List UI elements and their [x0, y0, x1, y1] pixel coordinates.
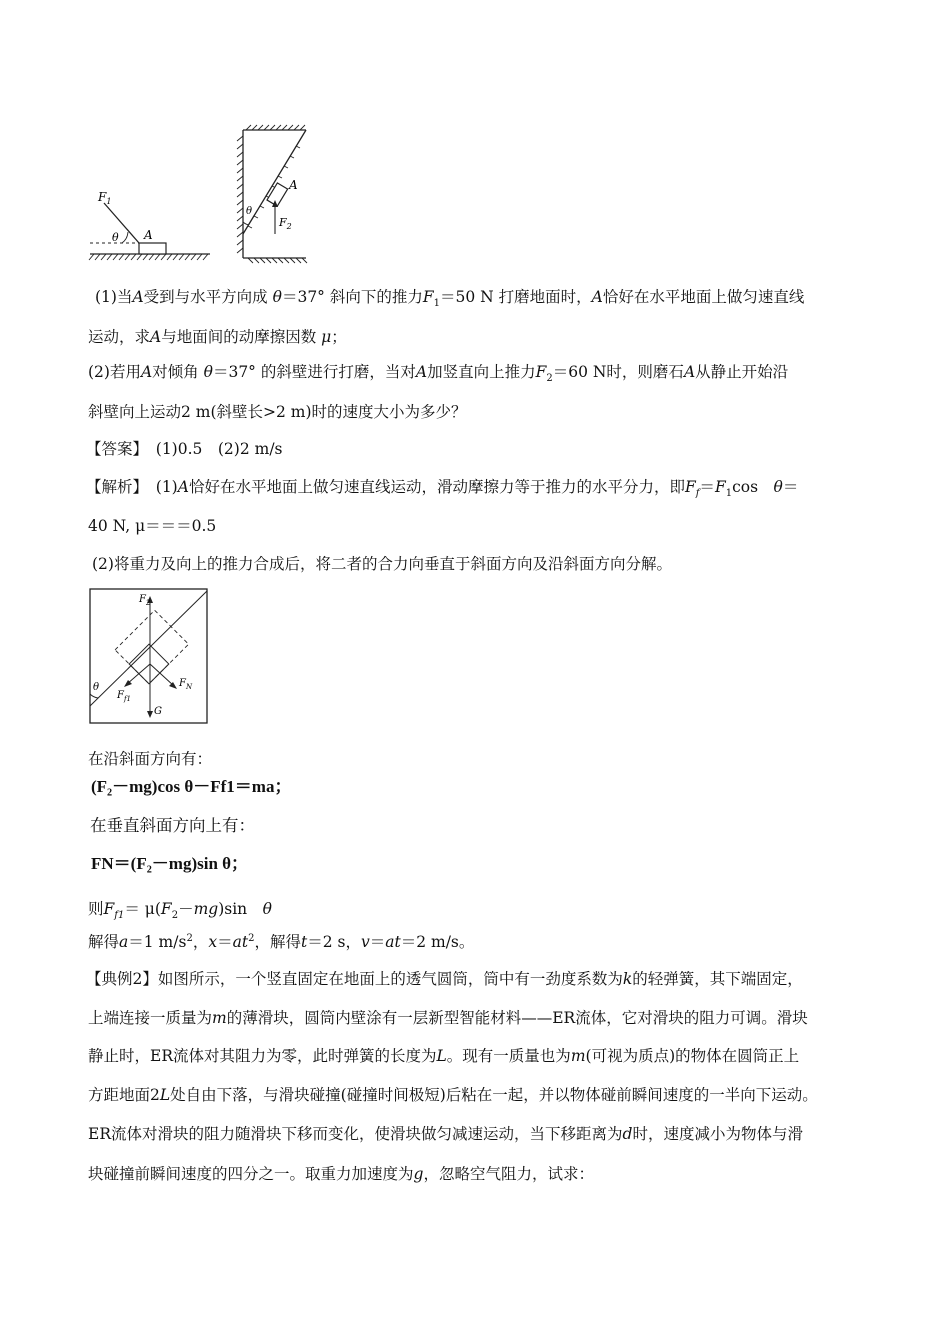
analysis-label: 【解析】: [86, 478, 141, 496]
answer-text: (1)0.5 (2)2 m/s: [140, 440, 283, 458]
example-2-line-5: ER流体对滑块的阻力随滑块下移而变化，使滑块做匀减速运动，当下移距离为d时，速度减小为物体与滑: [88, 1125, 803, 1143]
svg-text:F2: [278, 216, 292, 231]
question-2-line-1: (2)若用A对倾角 θ＝37° 的斜壁进行打磨，当对A加竖直向上推力$F_2=60$ N时，则磨石A从静止开始沿: [88, 363, 789, 385]
analysis-line-1: 【解析】 (1)A恰好在水平地面上做匀速直线运动，滑动摩擦力等于推力的水平分力，即$F_f=F_1\cos$ θ＝: [86, 478, 799, 500]
theta-label: θ: [93, 682, 100, 693]
example-2-label: 【典例2】: [86, 970, 158, 988]
solution-line: 解得a＝1 $m/s^2$，$x=at^2$，解得t＝2 s，v＝at＝2 m/s。: [88, 932, 475, 951]
f1-label: F: [98, 190, 107, 204]
perpendicular-label: 在垂直斜面方向上有：: [90, 816, 255, 835]
along-incline-label: 在沿斜面方向有：: [88, 750, 213, 768]
figure-ground-push: [88, 180, 218, 266]
fn-sub: N: [185, 683, 193, 691]
analysis-line-3: (2)将重力及向上的推力合成后，将二者的合力向垂直于斜面方向及沿斜面方向分解。: [92, 555, 672, 573]
figure-force-decomposition: [89, 588, 209, 725]
svg-text:F1: [97, 190, 111, 206]
analysis-line-2: 40 N, μ＝＝＝0.5: [88, 517, 217, 535]
answer-label: 【答案】: [86, 440, 141, 458]
question-1-line-1: (1)当A受到与水平方向成 θ＝37° 斜向下的推力$F_1=50$ N 打磨地面时，A恰好在水平地面上做匀速直线: [95, 288, 805, 310]
theta-label: θ: [246, 206, 253, 217]
ff-label: F: [117, 690, 124, 701]
question-1-line-2: 运动，求A与地面间的动摩擦因数 μ；: [88, 328, 347, 346]
example-2-line-4: 方距地面2L处自由下落，与滑块碰撞(碰撞时间极短)后粘在一起，并以物体碰前瞬间速度的一半向下运动。: [88, 1086, 818, 1104]
f2-sub: 2: [286, 222, 292, 231]
example-2-line-3: 静止时，ER流体对其阻力为零，此时弹簧的长度为L。现有一质量也为m(可视为质点)的物体在圆筒正上: [88, 1047, 800, 1065]
equation-perpendicular: FN＝(F₂－mg)sin θ；: [91, 854, 249, 873]
f2-sub: 2: [145, 599, 151, 607]
example-2-line-6: 块碰撞前瞬间速度的四分之一。取重力加速度为g，忽略空气阻力，试求：: [88, 1165, 594, 1183]
example-2-line-1: 【典例2】如图所示，一个竖直固定在地面上的透气圆筒，筒中有一劲度系数为k的轻弹簧，其下端固定，: [86, 970, 803, 988]
friction-expression: 则$F_{f1}= \mu(F_2-mg)\sin$ θ: [88, 900, 272, 922]
ff-sub: f1: [123, 695, 131, 703]
g-label: G: [154, 706, 162, 717]
f2-label: F: [279, 216, 287, 229]
f2-label: F: [139, 594, 146, 605]
block-a-label: A: [144, 228, 153, 242]
figure-incline-wall: [234, 124, 314, 268]
f1-sub: 1: [106, 197, 112, 206]
example-2-line-2: 上端连接一质量为m的薄滑块，圆筒内壁涂有一层新型智能材料——ER流体，它对滑块的阻力可调。滑块: [88, 1009, 808, 1027]
block-a-label: A: [289, 178, 298, 192]
question-2-line-2: 斜壁向上运动2 m(斜壁长>2 m)时的速度大小为多少？: [88, 403, 467, 421]
equation-along-incline: (F₂－mg)cos θ－Ff1＝ma；: [91, 777, 292, 796]
fn-label: F: [179, 678, 186, 689]
theta-label: θ: [112, 231, 119, 244]
answer-line: [86, 438, 283, 460]
